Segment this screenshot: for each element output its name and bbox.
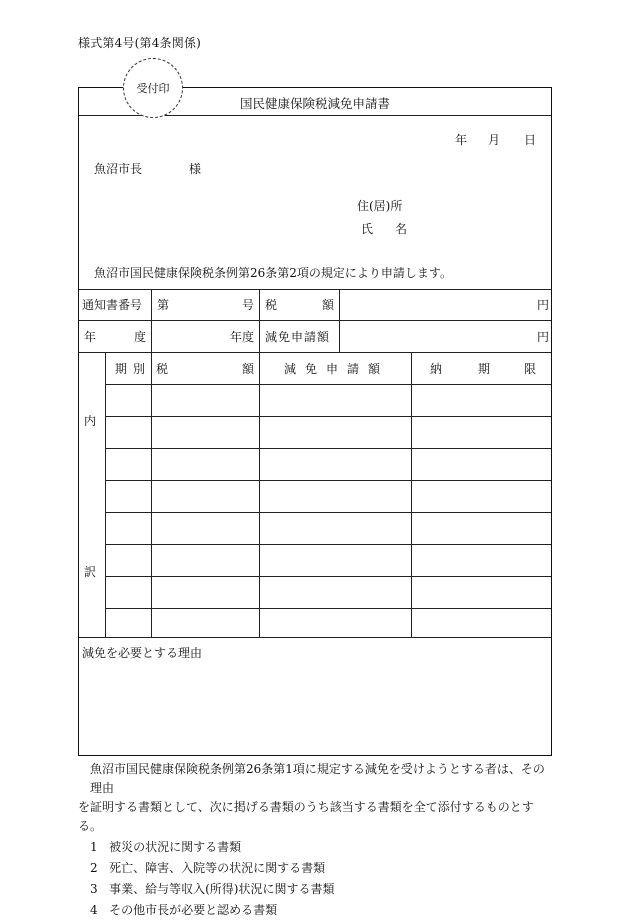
breakdown-side-divider: [105, 352, 106, 637]
breakdown-header-divider: [105, 384, 551, 385]
notes-section: [78, 760, 552, 920]
col-divider: [339, 289, 340, 352]
header-due-3: 限: [524, 362, 537, 376]
fiscal-year-label-1: 年: [84, 330, 97, 344]
notice-number-dai: 第: [157, 298, 170, 312]
notes-item-number: 3: [90, 882, 98, 896]
breakdown-row-line: [105, 448, 551, 449]
breakdown-row-line: [105, 608, 551, 609]
col-divider: [259, 289, 260, 352]
header-period: 期別: [115, 362, 152, 376]
notes-intro-line-1: 魚沼市国民健康保険税条例第26条第1項に規定する減免を受けようとする者は、その理由: [90, 762, 545, 795]
breakdown-side-label-2: 訳: [84, 565, 97, 579]
notes-item: [78, 901, 552, 920]
notes-intro-line-2: を証明する書類として、次に掲げる書類のうち該当する書類を全て添付するものとする。: [78, 800, 534, 833]
breakdown-col-divider: [411, 352, 412, 637]
reduction-amount-yen: 円: [537, 330, 550, 344]
notes-item-text: 事業、給与等収入(所得)状況に関する書類: [109, 882, 335, 896]
header-divider: [79, 289, 551, 290]
breakdown-row-line: [105, 544, 551, 545]
fiscal-year-nendo: 年度: [230, 330, 255, 344]
header-due-2: 期: [478, 362, 491, 376]
name-label-2: 名: [395, 222, 408, 236]
header-tax-1: 税: [156, 362, 169, 376]
name-label-1: 氏: [361, 222, 374, 236]
addressee-name: 魚沼市長: [94, 162, 143, 176]
stamp-label: 受付印: [136, 82, 170, 95]
notes-item-number: 2: [90, 861, 98, 875]
form-title: 国民健康保険税減免申請書: [239, 96, 390, 111]
form-number-label: 様式第4号(第4条関係): [78, 36, 202, 50]
row1-divider: [79, 320, 551, 321]
header-due-1: 納: [430, 362, 443, 376]
notice-number-go: 号: [242, 298, 255, 312]
reduction-amount-label: 減免申請額: [265, 330, 331, 344]
notes-item: [78, 838, 552, 857]
notes-item: [78, 859, 552, 878]
breakdown-col-divider: [151, 352, 152, 637]
reason-label: 減免を必要とする理由: [82, 646, 203, 660]
notes-item-number: 4: [90, 903, 98, 917]
col-divider: [151, 289, 152, 352]
notice-number-label: 通知書番号: [82, 298, 143, 312]
address-label: 住(居)所: [357, 199, 403, 213]
header-reduction-amount: 減免申請額: [284, 362, 390, 376]
date-day-label: 日: [524, 133, 537, 147]
tax-amount-label-1: 税: [265, 298, 278, 312]
notes-item-number: 1: [90, 840, 98, 854]
fiscal-year-label-2: 度: [134, 330, 147, 344]
notes-item-text: その他市長が必要と認める書類: [109, 903, 278, 917]
date-month-label: 月: [488, 133, 501, 147]
tax-amount-yen: 円: [537, 298, 550, 312]
breakdown-row-line: [105, 480, 551, 481]
date-year-label: 年: [455, 133, 468, 147]
breakdown-row-line: [105, 576, 551, 577]
row2-divider: [79, 352, 551, 353]
application-statement: 魚沼市国民健康保険税条例第26条第2項の規定により申請します。: [94, 266, 452, 280]
notes-item-text: 被災の状況に関する書類: [109, 840, 242, 854]
addressee-honorific: 様: [189, 162, 202, 176]
tax-amount-label-2: 額: [322, 298, 335, 312]
notes-item-text: 死亡、障害、入院等の状況に関する書類: [109, 861, 326, 875]
breakdown-side-label-1: 内: [84, 414, 97, 428]
breakdown-col-divider: [259, 352, 260, 637]
breakdown-row-line: [105, 416, 551, 417]
breakdown-bottom-divider: [79, 637, 551, 638]
breakdown-row-line: [105, 512, 551, 513]
notes-item: [78, 880, 552, 899]
header-tax-2: 額: [242, 362, 255, 376]
